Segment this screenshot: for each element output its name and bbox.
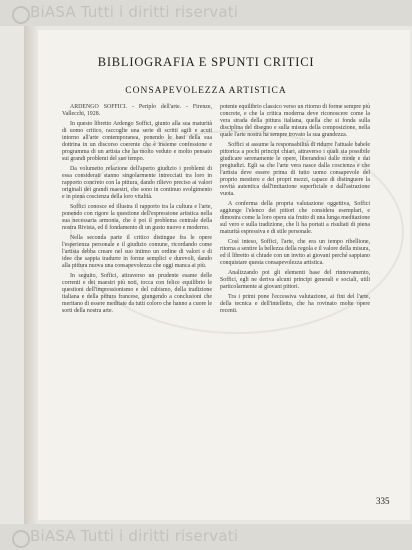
page-number: 335 <box>376 496 390 506</box>
paragraph: A conferma della propria valutazione oggettiva, Soffici aggiunge l'elenco dei pittori che considera esemplari, e dimostra come la loro opera sia frutto di una lunga meditazione sul vero e sulla tradizione, che li ha portati a risultati di piena maturità espressiva e di stile personale. <box>220 201 370 235</box>
paragraph: In seguito, Soffici, attraverso un prudente esame delle correnti e dei maestri più noti, tocca con felice equilibrio le questioni dell'impressionismo e del cubismo, della tradizione italiana e della pittura francese, giungendo a conclusioni che meritano di essere meditate da tutti coloro che hanno a cuore le sorti della nostra arte. <box>62 273 212 314</box>
bibliographic-reference: ARDENGO SOFFICI. - Periplo dell'arte. - Firenze, Vallecchi, 1928. <box>62 104 212 117</box>
article-title: CONSAPEVOLEZZA ARTISTICA <box>125 86 287 96</box>
paragraph: Tra i primi pone l'eccessiva valutazione, ai fini del l'arte, della tecnica e dell'intelletto, che ha rovinato molte opere recenti. <box>220 294 370 314</box>
watermark-banner-top <box>0 0 412 26</box>
paragraph: Soffici si assume la responsabilità di ridurre l'attuale babele pittorica a pochi principi chiari, attraverso i quali sia possibile giudicare serenamente le opere, liberandosi dalle mode e dai pregiudizi. Egli sa che l'arte vera nasce dalla coscienza e che l'artista deve essere prima di tutto uomo consapevole del proprio mestiere e dei propri mezzi, capace di distinguere la novità autentica dall'imitazione superficiale e dall'astrazione vuota. <box>220 142 370 197</box>
paragraph: Da volumetto relazione dell'aperto giudizio i problemi di essa considerati stanno singolarmente intrecciati tra loro in rapporto concreto con la pittura, dando rilievo preciso ai valori originali dei grandi maestri, che sono in continuo svolgimento e in piena coscienza della loro vitalità. <box>62 166 212 200</box>
section-title: BIBLIOGRAFIA E SPUNTI CRITICI <box>97 55 315 69</box>
right-column <box>220 104 370 516</box>
left-column <box>62 104 212 484</box>
banner-text: BiASA Tutti i diritti riservati <box>30 3 239 21</box>
paragraph: potente equilibrio classico verso un ritorno di forme sempre più concrete, e che la critica moderna deve riconoscere come la vera strada della pittura italiana, quella che si fonda sulla disciplina del disegno e sulla misura della composizione, nella quale l'arte nostra ha sempre trovato la sua grandezza. <box>220 104 371 138</box>
book-gutter <box>24 26 38 532</box>
paragraph: In questo libretto Ardengo Soffici, giunto alla sua maturità di uomo critico, raccoglie una serie di scritti agili e acuti intorno all'arte contemporanea, ponendo le basi della sua dottrina in un discorso coerente che è insieme confessione e programma di un artista che ha molto veduto e molto pensato sui grandi problemi del suo tempo. <box>62 121 212 162</box>
paragraph: Nella seconda parte il critico distingue fra le opere l'esperienza personale e il giudizio comune, ricordando come l'artista debba creare nel suo intimo un ordine di valori e di idee che sappia tradurre in forme semplici e durevoli, dando alla pittura nuova una consapevolezza che oggi manca ai più. <box>62 235 212 269</box>
watermark-banner-bottom <box>0 524 412 550</box>
paragraph: Analizzando poi gli elementi base del rinnovamento, Soffici, egli ne deriva alcuni principi generali e sociali, utili particolarmente ai giovani pittori. <box>220 270 370 290</box>
biasa-logo-icon <box>12 530 30 548</box>
paragraph: Soffici conosce ed illustra il rapporto tra la cultura e l'arte, ponendo con rigore la questione dell'espressione artistica nella sua necessaria armonia, che è poi il problema centrale della nostra Rivista, ed il fondamento di un gusto nuovo e moderno. <box>62 204 212 231</box>
banner-text: BiASA Tutti i diritti riservati <box>30 527 239 545</box>
paragraph: Così inteso, Soffici, l'arte, che era un tempo ribellione, ritorna a sentire la bellezza della regola e il valore della misura, ed il libretto si chiude con un invito ai giovani perché sappiano conquistare questa consapevolezza artistica. <box>220 239 370 266</box>
biasa-logo-icon <box>12 6 30 24</box>
